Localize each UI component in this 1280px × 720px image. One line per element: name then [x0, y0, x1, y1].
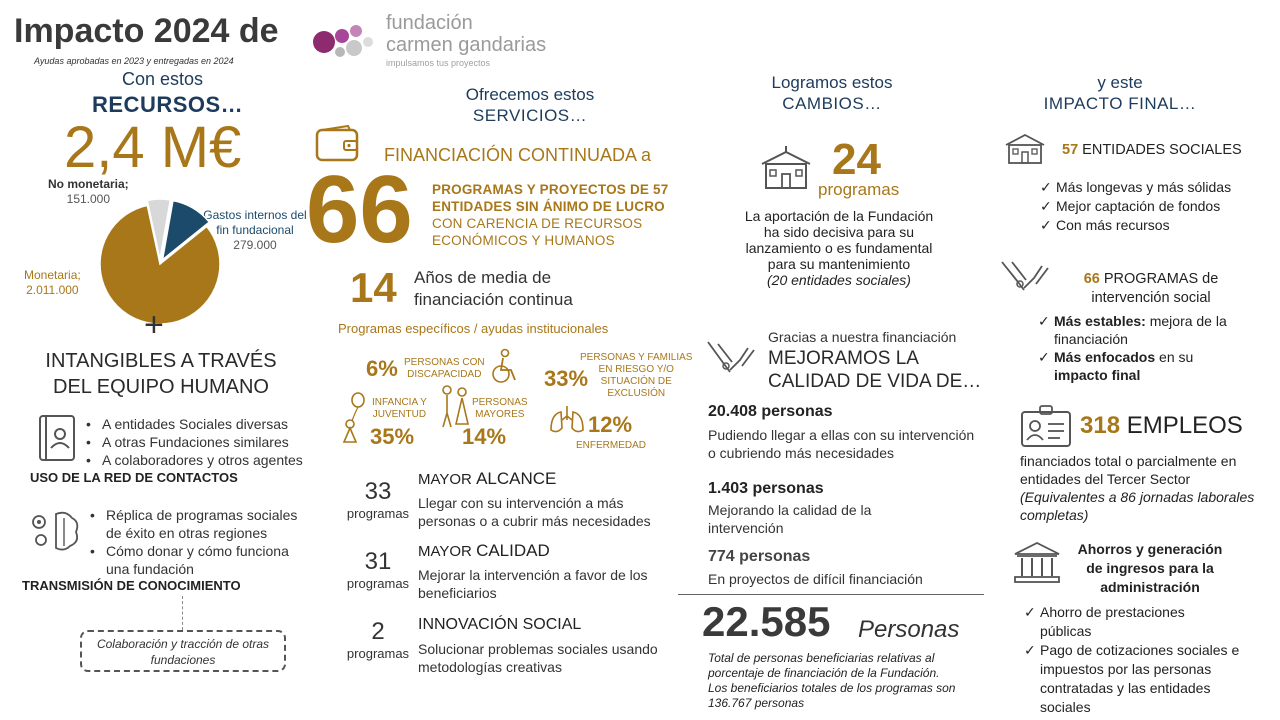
list-item: • A colaboradores y otros agentes	[86, 451, 303, 469]
list-item: ✓ Mejor captación de fondos	[1040, 197, 1231, 216]
logo-name-1: fundación	[386, 12, 473, 34]
list-item: ✓ Pago de cotizaciones sociales e impuestos por las personas contratadas y las entidades sociales	[1024, 641, 1239, 717]
innovation-unit: programas	[346, 646, 410, 661]
programs-impact-list	[1038, 312, 1227, 384]
resources-heading-2: RECURSOS…	[92, 92, 244, 117]
child-balloon-icon	[340, 392, 366, 448]
quality-description: Mejorar la intervención a favor de los beneficiarios	[418, 567, 648, 601]
page-title: Impacto 2024 de	[14, 12, 279, 50]
people-2-number: 1.403 personas	[708, 480, 824, 497]
entities-list	[1040, 178, 1231, 235]
pie-value-text: 279.000	[233, 238, 277, 252]
elderly-label: PERSONAS MAYORES	[472, 397, 528, 420]
changes-heading-1: Logramos estos	[771, 73, 893, 92]
list-item: ✓ Más enfocados en su impacto final	[1038, 348, 1227, 384]
list-item: • Cómo donar y cómo funciona una fundación	[90, 542, 310, 578]
years-number: 14	[350, 264, 397, 311]
list-item: • Réplica de programas sociales de éxito en otras regiones	[90, 506, 310, 542]
knowledge-title: TRANSMISIÓN DE CONOCIMIENTO	[22, 578, 241, 593]
contacts-title: USO DE LA RED DE CONTACTOS	[30, 470, 238, 485]
lungs-icon	[548, 404, 586, 436]
thanks-label: Gracias a nuestra financiación	[768, 329, 957, 345]
people-3-number: 774 personas	[708, 548, 811, 565]
wheelchair-icon	[488, 348, 522, 386]
quality-unit: programas	[346, 576, 410, 591]
reach-block-number	[338, 478, 418, 521]
innovation-description: Solucionar problemas sociales usando metodologías creativas	[418, 641, 658, 675]
impact-heading-1: y este	[1097, 73, 1143, 92]
disability-label: PERSONAS CON DISCAPACIDAD	[404, 357, 485, 380]
years-description	[414, 267, 573, 311]
list-item: • A entidades Sociales diversas	[86, 415, 303, 433]
elderly-percent: 14%	[462, 424, 507, 449]
programs-line: PROGRAMAS Y PROYECTOS DE 57	[432, 182, 669, 197]
total-people-unit: Personas	[858, 616, 960, 643]
reach-number: 33	[364, 478, 392, 505]
handshake-icon	[998, 256, 1054, 300]
quality-title: MAYOR CALIDAD	[418, 541, 550, 560]
pie-label-text: Gastos internos del fin fundacional	[203, 208, 307, 237]
pie-value-text: 151.000	[66, 192, 111, 206]
programs-line: ECONÓMICOS Y HUMANOS	[432, 233, 615, 248]
reach-unit: programas	[346, 506, 410, 521]
school-building-icon	[758, 146, 814, 192]
intangibles-title	[36, 348, 286, 400]
reach-title: MAYOR ALCANCE	[418, 469, 557, 488]
innovation-title: INNOVACIÓN SOCIAL	[418, 616, 582, 633]
plus-sign: +	[144, 306, 164, 344]
disability-percent: 6%	[366, 356, 398, 381]
programs-line: ENTIDADES SIN ÁNIMO DE LUCRO	[432, 199, 665, 214]
services-heading	[440, 84, 620, 126]
quality-number: 31	[364, 548, 392, 575]
resources-heading-1: Con estos	[122, 69, 204, 89]
innovation-block-number	[338, 618, 418, 661]
programs-big-number: 66	[306, 156, 413, 263]
savings-list	[1024, 603, 1239, 717]
intangibles-line-2: DEL EQUIPO HUMANO	[53, 376, 269, 398]
total-people-note: Total de personas beneficiarias relativas al porcentaje de financiación de la Fundación. Los beneficiarios totales de los programas son 136.767 personas	[708, 651, 956, 710]
changes-heading	[742, 72, 922, 114]
changes-unit: programas	[818, 180, 900, 199]
list-item: ✓ Más longevas y más sólidas	[1040, 178, 1231, 197]
savings-title: Ahorros y generación de ingresos para la administración	[1077, 541, 1223, 595]
specific-programs-label: Programas específicos / ayudas institucionales	[338, 321, 609, 336]
changes-description: La aportación de la Fundación ha sido decisiva para su lanzamiento o es fundamental para su mantenimiento (20 entidades sociales)	[744, 208, 934, 288]
contacts-book-icon	[36, 414, 78, 464]
jobs-title: 318 EMPLEOS	[1080, 412, 1243, 439]
total-divider	[678, 594, 984, 595]
page-subtitle: Ayudas aprobadas en 2023 y entregadas en 2024	[34, 56, 234, 66]
list-item: • A otras Fundaciones similares	[86, 433, 303, 451]
handshake-icon	[702, 336, 760, 382]
continuous-funding-label: FINANCIACIÓN CONTINUADA a	[384, 145, 652, 165]
risk-label: PERSONAS Y FAMILIAS EN RIESGO Y/O SITUACIÓN DE EXCLUSIÓN	[580, 352, 693, 399]
knowledge-list	[90, 506, 310, 578]
illness-label: ENFERMEDAD	[576, 440, 647, 451]
people-3-description: En proyectos de difícil financiación	[708, 571, 923, 587]
youth-percent: 35%	[370, 424, 415, 449]
brain-gears-icon	[26, 508, 82, 554]
people-2-description: Mejorando la calidad de la intervención	[708, 502, 872, 536]
programs-description	[432, 181, 668, 249]
intangibles-line-1: INTANGIBLES A TRAVÉS	[45, 350, 277, 372]
youth-label: INFANCIA Y JUVENTUD	[372, 397, 427, 420]
programs-impact-title: 66 PROGRAMAS de intervención social	[1083, 271, 1219, 306]
people-1-number: 20.408 personas	[708, 403, 833, 420]
impact-heading-2: IMPACTO FINAL…	[1043, 94, 1197, 113]
entities-title: 57 ENTIDADES SOCIALES	[1062, 142, 1242, 158]
reach-description: Llegar con su intervención a más personas o a cubrir más necesidades	[418, 495, 651, 529]
quality-block-number	[338, 548, 418, 591]
illness-percent: 12%	[588, 412, 633, 437]
services-heading-2: SERVICIOS…	[472, 106, 588, 125]
people-1-description: Pudiendo llegar a ellas con su intervención o cubriendo más necesidades	[708, 427, 975, 461]
government-building-icon	[1012, 540, 1062, 584]
services-heading-1: Ofrecemos estos	[465, 85, 595, 104]
jobs-description: financiados total o parcialmente en entidades del Tercer Sector (Equivalentes a 86 jornadas laborales completas)	[1020, 453, 1255, 523]
programs-line: CON CARENCIA DE RECURSOS	[432, 216, 643, 231]
total-resources: 2,4 M€	[64, 115, 242, 180]
total-people-number: 22.585	[702, 598, 831, 645]
changes-heading-2: CAMBIOS…	[782, 94, 882, 113]
contacts-list	[86, 415, 303, 469]
pie-label-text: Monetaria;	[24, 268, 81, 282]
innovation-number: 2	[371, 618, 385, 645]
pie-label-monetaria	[24, 268, 81, 298]
logo-name-2: carmen gandarias	[386, 34, 547, 56]
years-line-1: Años de media de	[414, 268, 552, 287]
pie-label-text: No monetaria;	[48, 177, 129, 191]
list-item: ✓ Más estables: mejora de la financiación	[1038, 312, 1227, 348]
risk-percent: 33%	[544, 366, 589, 391]
dashed-connector	[182, 596, 183, 630]
years-line-2: financiación continua	[414, 290, 573, 309]
list-item: ✓ Ahorro de prestaciones públicas	[1024, 603, 1239, 641]
changes-number: 24	[832, 135, 881, 184]
collaboration-box: Colaboración y tracción de otras fundaciones	[80, 630, 286, 672]
school-building-icon	[1004, 132, 1046, 166]
quality-of-life-title: MEJORAMOS LA CALIDAD DE VIDA DE…	[768, 348, 982, 392]
pie-value-text: 2.011.000	[26, 283, 79, 297]
list-item: ✓ Con más recursos	[1040, 216, 1231, 235]
logo-tagline: impulsamos tus proyectos	[386, 58, 491, 68]
logo-dots-icon	[310, 14, 380, 60]
impact-heading	[1030, 72, 1210, 114]
id-card-icon	[1020, 404, 1072, 448]
